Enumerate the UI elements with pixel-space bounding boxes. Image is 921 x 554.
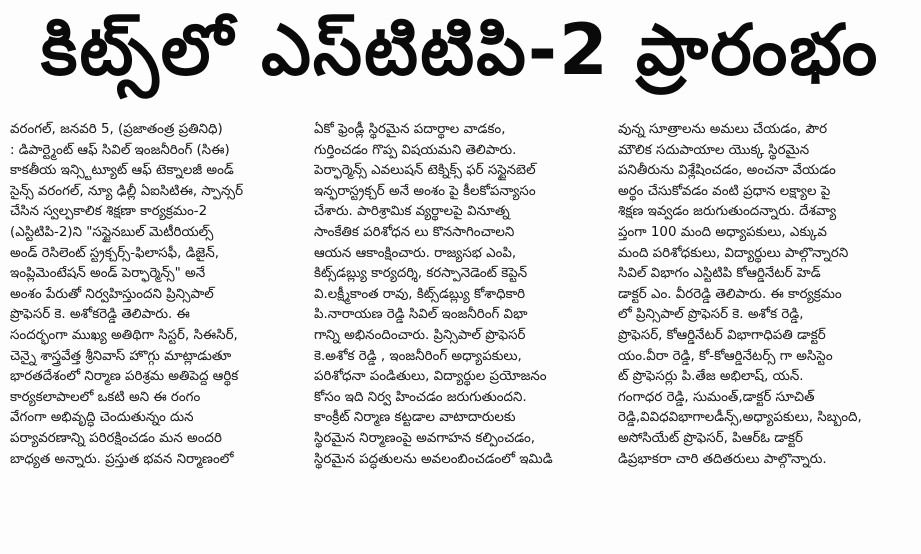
text-line: లో ప్రిన్సిపాల్ ప్రొఫెసర్ కె. అశోక రెడ్డి, xyxy=(618,307,804,323)
text-line: ట్ ప్రొఫెసర్లు పి.తేజ అభిలాష్, యన్. xyxy=(618,369,804,385)
text-line: కోసం ఇది నిర్వ హించడం జరుగుతుందని. xyxy=(314,389,527,405)
text-line: ఇంప్లిమెంటేషన్ అండ్ పెర్ఫార్మెన్స్" అనే xyxy=(10,266,206,282)
text-line: : డిపార్ట్మెంట్ ఆఫ్ సివిల్ ఇంజనీరింగ్ (సిఈ) xyxy=(10,142,230,158)
text-line: ప్రొఫెసర్ కె. అశోకరెడ్డి తెలిపారు. ఈ xyxy=(10,307,190,323)
text-line: గంగాధర రెడ్డి, సుమంత్,డాక్టర్ సూచిత్ xyxy=(618,389,815,405)
text-line: సైన్స్ వరంగల్, న్యూ ఢిల్లీ ఏఐసిటిఈ, స్పాన్సర్ xyxy=(10,183,244,199)
text-line: ఏకో ఫ్రెండ్లీ స్థిరమైన పదార్థాల వాడకం, xyxy=(314,122,506,137)
text-line: స్థిరమైన నిర్మాణంపై అవగాహన కల్పించడం, xyxy=(314,430,536,446)
text-line: గాన్ని అభినందించారు. ప్రిన్సిపాల్ ప్రొఫెసర్ xyxy=(314,327,526,343)
text-line: బాధ్యత అన్నారు. ప్రస్తుత భవన నిర్మాణంలో xyxy=(10,451,234,467)
text-line: కె.అశోక రెడ్డి , ఇంజనీరింగ్ అధ్యాపకులు, xyxy=(314,348,522,364)
text-line: అర్థం చేసుకోవడం వంటి ప్రధాన లక్ష్యాల పై xyxy=(618,183,831,199)
text-line: పర్యావరణాన్ని పరిరక్షించడం మన అందరి xyxy=(10,430,222,446)
text-line: శిక్షణ ఇవ్వడం జరుగుతుందన్నారు. దేశవ్యా xyxy=(618,204,837,220)
text-line: ఆయన ఆకాంక్షించారు. రాజ్యసభ ఎంపి, xyxy=(314,245,517,261)
text-line: (ఎస్టిటిపి-2)ని "సస్టైనబుల్ మెటీరియల్స్ xyxy=(10,224,214,240)
text-line: సివిల్ విభాగం ఎస్టిటిపి కోఆర్డినేటర్ హెడ్ xyxy=(618,266,821,282)
text-line: వున్న సూత్రాలను అమలు చేయడం, పౌర xyxy=(618,122,828,137)
text-line: స్థిరమైన పద్ధతులను అవలంబించడంలో ఇమిడి xyxy=(314,451,553,467)
text-line: కిట్స్‌డబ్ల్యు కార్యదర్శి, కరస్పానెడెంట్ కెప్టెన్ xyxy=(314,266,528,282)
text-line: అండ్ రెసిలెంట్ స్ట్రక్చర్స్-ఫిలాసఫీ, డిజైన్, xyxy=(10,245,219,261)
text-line: చెన్నై శాస్త్రవేత్త శ్రీనివాస్ హొగ్గు మాట్లాడుతూ xyxy=(10,348,232,364)
text-line: అసోసియేట్ ప్రొఫెసర్, పిఆర్‌ఓ డాక్టర్ xyxy=(618,430,803,446)
text-line: ఇన్ఫరాస్ట్రక్చర్ అనే అంశం పై కీలకోపన్యాసం xyxy=(314,183,536,199)
text-line: కాంక్రీట్ నిర్మాణ కట్టడాల వాటాదారులకు xyxy=(314,410,516,426)
text-line: యం.వీరా రెడ్డి, కో-కోఆర్డినేటర్స్ గా అసిస్టెం xyxy=(618,348,833,364)
text-line: ప్రొఫెసర్, కోఆర్డినేటర్ విభాగాధిపతి డాక్టర్ xyxy=(618,327,826,343)
text-line: వరంగల్, జనవరి 5, (ప్రజాతంత్ర ప్రతినిధి) xyxy=(10,122,223,137)
text-line: ప్తంగా 100 మంది అధ్యాపకులు, ఎక్కువ xyxy=(618,224,827,240)
text-line: డిప్రభాకరా చారి తదితరులు పాల్గొన్నారు. xyxy=(618,451,827,467)
text-line: గుర్తించడం గొప్ప విషయమని తెలిపారు. xyxy=(314,142,517,158)
text-line: అంశం పేరుతో నిర్వహిస్తుందని ప్రిన్సిపాల్ xyxy=(10,286,214,302)
headline: కిట్స్‌లో ఎస్‌టిటిపి-2 ప్రారంభం xyxy=(40,8,880,91)
article-column-2 xyxy=(310,120,610,550)
text-line: సాంకేతిక పరిశోధన లు కొనసాగించాలని xyxy=(314,224,515,240)
text-line: మంది పరిశోధకులు, విద్యార్థులు పాల్గొన్నారని xyxy=(618,245,849,261)
text-line: సందర్భంగా ముఖ్య అతిథిగా సిస్టర్, సిఈసిర్, xyxy=(10,327,238,343)
text-line: పరిశోధనా పండితులు, విద్యార్థుల ప్రయోజనం xyxy=(314,369,547,385)
text-line: వి.లక్ష్మీకాంత రావు, కిట్స్‌డబ్ల్యు కోశాధికారి xyxy=(314,286,526,302)
article-body xyxy=(6,120,915,550)
text-line: చేసిన స్వల్పకాలిక శిక్షణా కార్యక్రమం-2 xyxy=(10,204,208,220)
article-column-1 xyxy=(6,120,306,550)
text-line: చేశారు. పారిశ్రామిక వ్యర్థాలపై వినూత్న xyxy=(314,204,510,220)
text-line: వేగంగా అభివృద్ధి చెందుతున్నం దున xyxy=(10,410,194,426)
text-line: డాక్టర్ ఎం. వీరరెడ్డి తెలిపారు. ఈ కార్యక్రమం xyxy=(618,286,842,302)
text-line: రెడ్డి,వివిధవిభాగాలడీన్స్,అధ్యాపకులు, సిబ్బంది, xyxy=(618,410,862,426)
text-line: కార్యకలాపాలలో ఒకటి అని ఈ రంగం xyxy=(10,389,201,405)
text-line: కాకతీయ ఇన్స్టిట్యూట్ ఆఫ్ టెక్నాలజీ అండ్ xyxy=(10,163,234,179)
text-line: పెర్ఫార్మెన్స్ ఎవలుషన్ టెక్నిక్స్ ఫర్ సస్టైనబెల్ xyxy=(314,163,536,179)
text-line: భారతదేశంలో నిర్మాణ పరిశ్రమ అతిపెద్ద ఆర్థిక xyxy=(10,369,239,385)
text-line: పనితీరును విశ్లేషించడం, అంచనా వేయడం xyxy=(618,163,836,179)
text-line: మౌలిక సదుపాయాల యొక్క స్థిరమైన xyxy=(618,142,810,158)
article-column-3 xyxy=(614,120,914,550)
text-line: పి.నారాయణ రెడ్డి సివిల్ ఇంజనీరింగ్ విభా xyxy=(314,307,528,323)
